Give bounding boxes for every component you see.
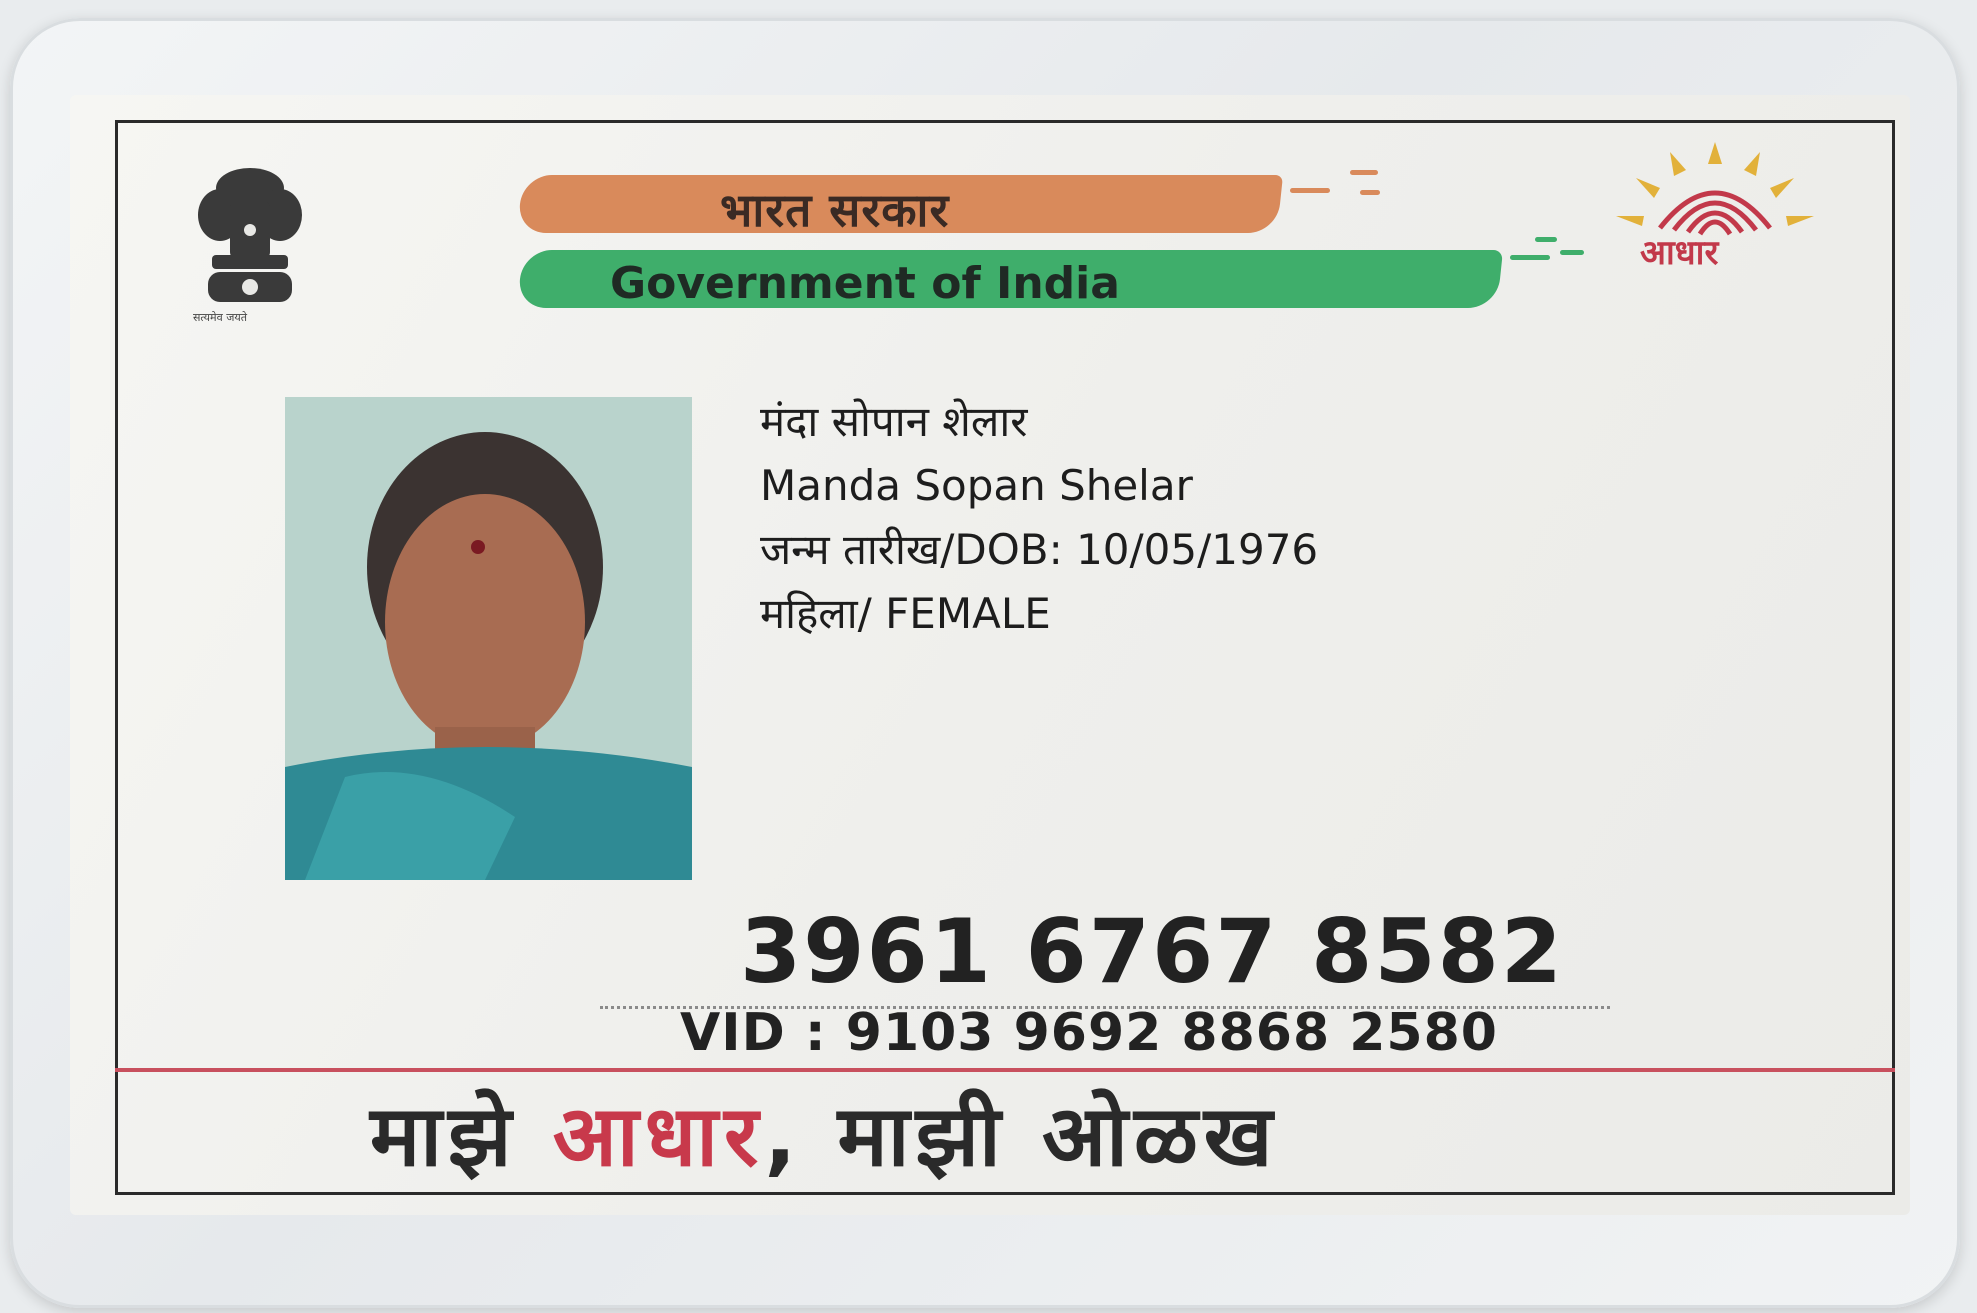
gov-title-hindi: भारत सरकार (720, 183, 950, 237)
holder-gender: महिला/ FEMALE (760, 589, 1051, 638)
holder-photo (285, 397, 692, 880)
tagline-part3: , माझी ओळख (764, 1087, 1279, 1185)
holder-dob: जन्म तारीख/DOB: 10/05/1976 (760, 525, 1319, 574)
saffron-dash (1350, 170, 1378, 175)
green-dash (1510, 255, 1550, 260)
tagline-aadhaar: आधार (552, 1087, 765, 1185)
aadhaar-number: 3961 6767 8582 (740, 900, 1565, 1003)
green-dash (1560, 250, 1584, 255)
holder-details (760, 390, 1318, 646)
saffron-dash (1290, 188, 1330, 193)
holder-name-marathi: मंदा सोपान शेलार (760, 397, 1028, 446)
saffron-dash (1360, 190, 1380, 195)
holder-name-english: Manda Sopan Shelar (760, 461, 1193, 510)
green-dash (1535, 237, 1557, 242)
emblem-caption: सत्यमेव जयते (193, 311, 248, 324)
vid-number: VID : 9103 9692 8868 2580 (680, 1003, 1498, 1063)
tagline-part1: माझे (370, 1087, 553, 1185)
national-emblem-icon (190, 160, 310, 320)
aadhaar-logo-text: आधार (1640, 233, 1719, 273)
tagline (370, 1075, 1279, 1190)
red-divider (115, 1068, 1895, 1072)
gov-title-english: Government of India (610, 258, 1120, 309)
